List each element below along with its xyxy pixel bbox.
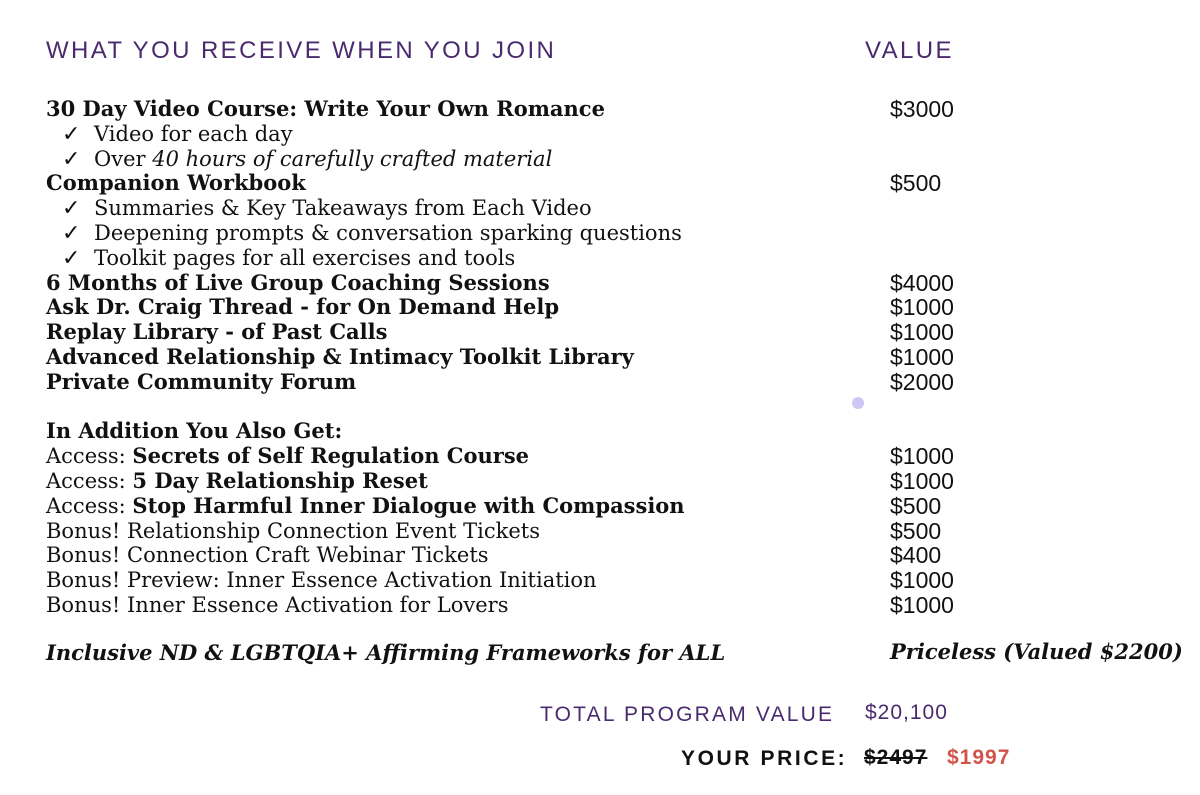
value-replay-library: $1000 — [890, 319, 954, 346]
access-title: Secrets of Self Regulation Course — [132, 443, 530, 469]
item-toolkit-library: Advanced Relationship & Intimacy Toolkit Library — [46, 343, 634, 369]
value-coaching: $4000 — [890, 269, 954, 296]
bullet-prompts — [46, 221, 876, 246]
value-video-course: $3000 — [890, 96, 954, 122]
value-community-forum: $2000 — [890, 368, 954, 395]
bullet-italic-text: 40 hours of carefully crafted material — [152, 146, 553, 171]
item-access-relationship-reset — [46, 469, 876, 494]
access-prefix: Access: — [46, 444, 133, 469]
total-program-value: $20,100 — [865, 701, 948, 724]
section-heading: WHAT YOU RECEIVE WHEN YOU JOIN — [46, 37, 557, 64]
value-ask-thread: $1000 — [890, 294, 954, 321]
item-workbook: Companion Workbook — [46, 170, 306, 196]
item-video-course: 30 Day Video Course: Write Your Own Romance — [46, 96, 605, 121]
item-access-self-regulation — [46, 444, 876, 469]
bullet-hours-material — [46, 147, 876, 172]
value-column-heading: VALUE — [865, 37, 954, 64]
checkmark-icon: ✓ — [62, 245, 81, 271]
value-bonus-preview-activation: $1000 — [890, 567, 954, 594]
bullet-toolkit-pages — [46, 246, 876, 271]
old-price-strikethrough: $2497 — [864, 746, 928, 769]
value-list — [890, 97, 1190, 618]
checkmark-icon: ✓ — [62, 121, 81, 147]
total-program-value-label: TOTAL PROGRAM VALUE — [540, 703, 835, 726]
item-bonus-webinar-tickets: Bonus! Connection Craft Webinar Tickets — [46, 543, 489, 568]
bullet-text: Summaries & Key Takeaways from Each Video — [94, 196, 592, 221]
offer-item-list — [46, 97, 876, 618]
bullet-text: Deepening prompts & conversation sparking questions — [94, 220, 682, 245]
item-bonus-preview-activation: Bonus! Preview: Inner Essence Activation Initiation — [46, 568, 597, 593]
value-access-relationship-reset: $1000 — [890, 467, 954, 494]
item-ask-thread: Ask Dr. Craig Thread - for On Demand Help — [46, 294, 560, 320]
bullet-summaries — [46, 196, 876, 221]
inclusive-frameworks-text: Inclusive ND & LGBTQIA+ Affirming Frameworks for ALL — [46, 640, 726, 665]
addition-heading: In Addition You Also Get: — [46, 418, 343, 444]
bullet-video-each-day — [46, 122, 876, 147]
value-access-self-regulation: $1000 — [890, 443, 954, 470]
current-price: $1997 — [947, 746, 1011, 769]
checkmark-icon: ✓ — [62, 220, 81, 246]
value-workbook: $500 — [890, 170, 942, 197]
item-replay-library: Replay Library - of Past Calls — [46, 319, 388, 345]
checkmark-icon: ✓ — [62, 196, 81, 222]
bullet-text: Video for each day — [94, 121, 293, 146]
bullet-prefix: Over — [94, 146, 153, 171]
inclusive-frameworks-value: Priceless (Valued $2200) — [890, 639, 1183, 664]
item-bonus-event-tickets: Bonus! Relationship Connection Event Tickets — [46, 518, 541, 543]
access-title: Stop Harmful Inner Dialogue with Compassion — [132, 492, 685, 518]
your-price-label: YOUR PRICE: — [681, 747, 848, 770]
value-access-inner-dialogue: $500 — [890, 492, 942, 519]
item-community-forum: Private Community Forum — [46, 368, 357, 394]
value-bonus-webinar-tickets: $400 — [890, 542, 942, 569]
access-prefix: Access: — [46, 493, 133, 518]
checkmark-icon: ✓ — [62, 146, 81, 172]
access-prefix: Access: — [46, 468, 133, 493]
decorative-dot — [852, 397, 864, 409]
value-bonus-event-tickets: $500 — [890, 517, 942, 544]
value-toolkit-library: $1000 — [890, 343, 954, 370]
value-bonus-activation-lovers: $1000 — [890, 591, 954, 618]
item-bonus-activation-lovers: Bonus! Inner Essence Activation for Lovers — [46, 592, 509, 617]
access-title: 5 Day Relationship Reset — [132, 467, 428, 493]
item-access-inner-dialogue — [46, 494, 876, 519]
bullet-text: Toolkit pages for all exercises and tools — [94, 245, 516, 270]
item-coaching: 6 Months of Live Group Coaching Sessions — [46, 269, 550, 295]
